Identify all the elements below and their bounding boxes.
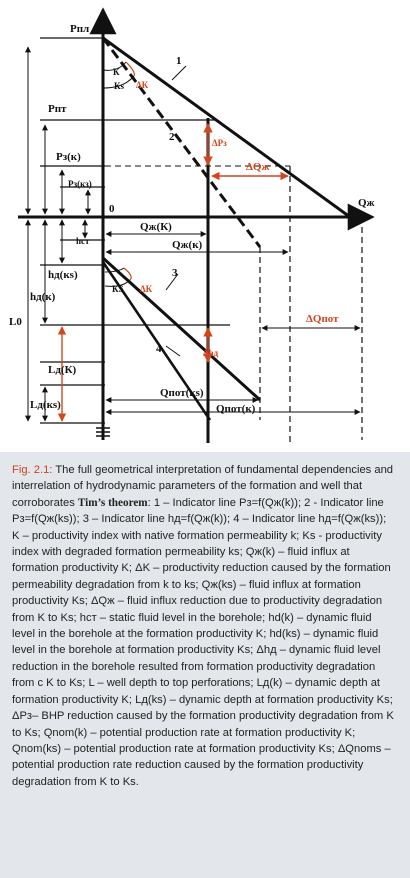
indicator-line-1 [103,38,350,217]
label-h-st: hст [76,236,90,246]
angle-label-dk: ΔК [136,80,149,90]
label-L-d-k: Lд(К) [48,364,77,376]
caption-text-a: The full geometrical interpretation of fundamental dependencies and interrelation of hydrodynamic parameters of the formation and well that corroborates [12,464,394,509]
y-axis-label: Pпл [70,23,90,35]
delta-qpot-label: ΔQпот [306,313,339,325]
line-label-3: 3 [172,267,178,279]
origin-label: 0 [109,203,115,215]
angle-label-k: К [113,67,120,77]
caption-label: Fig. 2.1: [12,464,53,476]
caption-text-b: : 1 – Indicator line Pз=f(Qж(k)); 2 - Indicator line Pз=f(Qж(ks)); 3 – Indicator line hд=f(Qж(k)); 4 – Indicator line hд=f(Qж(ks)); K – productivity index with native formation permeability k; Ks - productivity index with degraded formation permeability ks; Qж(k) – fluid influx at formation productivity K; ΔK – productivity reduction caused by the formation permeability degradation from k to ks; Qж(ks) – fluid influx at formation productivity Ks; ΔQж – fluid influx reduction due to productivity degradation from K to Ks; hст – static fluid level in the borehole; hd(k) – dynamic fluid level in the borehole at the formation productivity K; hd(ks) – dynamic fluid level in the borehole at formation productivity Ks; Δhд – dynamic fluid level reduction in the borehole resulted from formation productivity degradation from с K to Ks; L – well depth to top perforations; Lд(k) – dynamic depth at formation productivity K; Lд(ks) – dynamic depth at formation productivity Ks; ΔPз– BHP reduction caused by the formation productivity degradation from K to Ks; Qnom(k) – potential production rate at formation productivity K; Qnom(ks) – potential production rate at formation productivity Ks; ΔQnoms – potential production rate reduction caused by the formation productivity degradation from K to Ks. [12,496,394,788]
leader-4 [166,346,180,356]
delta-h-label: Δhд [203,348,219,358]
x-axis-label: Qж [358,197,375,209]
label-h-d-k: hд(к) [30,291,56,303]
label-p-ks: Pз(кз) [68,179,92,189]
label-L-d-ks: Lд(кs) [30,399,61,411]
label-h-d-ks: hд(кs) [48,269,78,281]
angle-label-dk2: ΔК [140,284,153,294]
qpot-ks-label: Qпот(кs) [160,387,204,399]
line-label-4: 4 [156,343,162,355]
line-label-1: 1 [176,55,182,67]
angle-label-ks2: КS [112,284,124,294]
q-k-label: Qж(к) [172,239,203,251]
label-p-k: Pз(к) [56,151,81,163]
delta-q-label: ΔQж [246,161,270,173]
angle-label-ks: Кs [114,81,125,91]
figure-caption [0,452,410,878]
label-L0: L0 [9,316,22,328]
caption-theorem: Tim’s theorem [77,496,148,509]
delta-p-label: ΔPз [212,138,227,148]
q-ks-label: Qж(К) [140,221,172,233]
label-p-pt: Pпт [48,103,67,115]
leader-1 [172,66,186,80]
qpot-k-label: Qпот(к) [216,403,256,415]
line-label-2: 2 [169,131,175,143]
